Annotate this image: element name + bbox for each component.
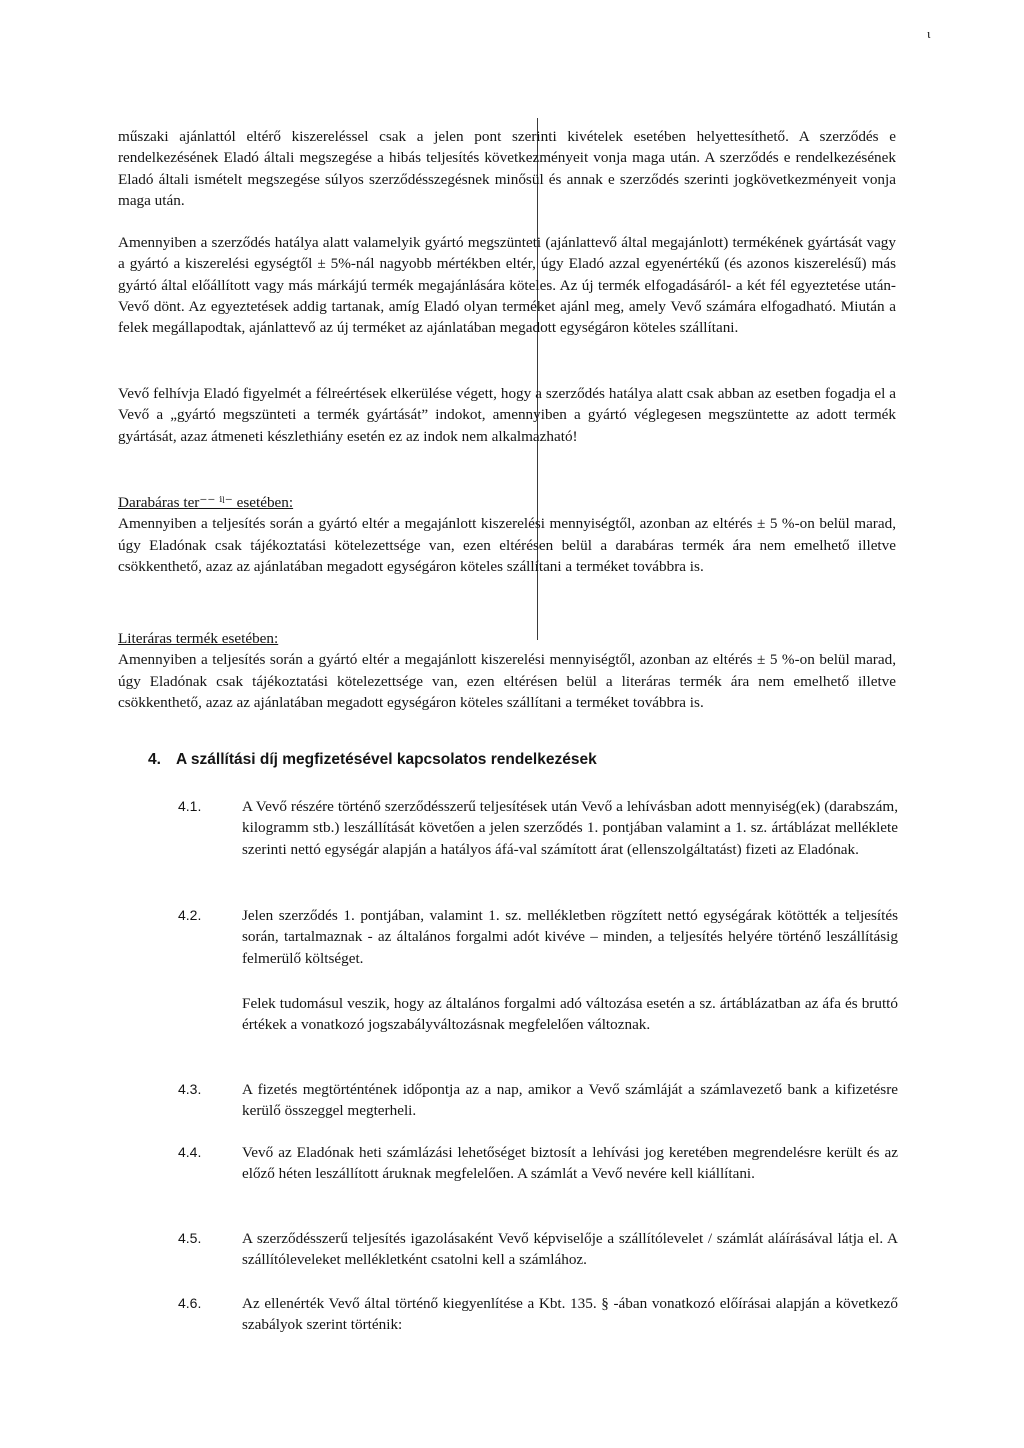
clause-text: A szerződésszerű teljesítés igazolásaként Vevő képviselője a szállítólevelet / számlát aláírásával látja el. A szállítóleveleket mellékletként csatolni kell a számlához. — [242, 1230, 898, 1269]
clause-4-5 — [148, 1228, 900, 1271]
clause-number: 4.5. — [178, 1230, 202, 1246]
liter-priced-heading: Literáras termék esetében: — [118, 630, 279, 647]
liter-priced-text: Amennyiben a teljesítés során a gyártó eltér a megajánlott kiszerelési mennyiségtől, azonban az eltérés ± 5 %-on belül marad, úgy Eladónak csak tájékoztatási kötelezettsége van, ezen eltérésen belül a literáras termék ára nem emelhető illetve csökkenthető, azaz az ajánlatában megadott egységáron köteles szállítani a terméket továbbra is. — [118, 651, 896, 711]
page-corner-mark: ι — [927, 26, 931, 41]
piece-priced-heading: Darabáras ter⁻⁻ ⁱˡ⁻ esetében: — [118, 494, 294, 511]
clause-4-1 — [148, 796, 900, 860]
section-4-number: 4. — [148, 751, 161, 768]
clause-text: Vevő az Eladónak heti számlázási lehetőséget biztosít a lehívási jog keretében megrendelésre került és az előző héten leszállított áruknak megfelelően. A számlát a Vevő nevére kell kiállítani. — [242, 1144, 898, 1183]
clause-4-2 — [148, 905, 900, 969]
clause-number: 4.4. — [178, 1144, 202, 1160]
clause-number: 4.6. — [178, 1295, 202, 1311]
paragraph-discontinued-product: Amennyiben a szerződés hatálya alatt valamelyik gyártó megszünteti (ajánlattevő által megajánlott) termékének gyártását vagy a gyártó a kiszerelési egységtől ± 5%-nál nagyobb mértékben eltér, úgy Eladó azzal egyenértékű (és azonos kiszerelésű) más gyártó által előállított vagy más márkájú termék megajánlására köteles. Az új termék elfogadásáról- a két fél egyeztetése után- Vevő dönt. Az egyeztetések addig tartanak, amíg Eladó olyan terméket ajánl meg, amely Vevő számára elfogadható. Miután a felek megállapodtak, ajánlattevő az új terméket az ajánlatában megadott egységáron köteles szállítani. — [118, 234, 896, 337]
clause-4-6 — [148, 1293, 900, 1336]
clause-number: 4.1. — [178, 798, 202, 814]
section-4-heading — [148, 751, 597, 769]
paragraph-misunderstanding-notice: Vevő felhívja Eladó figyelmét a félreértések elkerülése végett, hogy a szerződés hatálya alatt csak abban az esetben fogadja el a Vevő a „gyártó megszünteti a termék gyártását” indokot, amennyiben a gyártó véglegesen megszüntette az adott termék gyártását, azaz átmeneti készlethiány esetén ez az indok nem alkalmazható! — [118, 385, 896, 445]
clause-text: Jelen szerződés 1. pontjában, valamint 1. sz. mellékletben rögzített nettó egységárak kötötték a teljesítés során, tartalmaznak - az általános forgalmi adót kivéve – minden, a teljesítés helyére történő leszállításig felmerülő költséget. — [242, 907, 898, 967]
section-4-title: A szállítási díj megfizetésével kapcsolatos rendelkezések — [176, 751, 597, 768]
clause-4-4 — [148, 1142, 900, 1185]
clause-number: 4.3. — [178, 1081, 202, 1097]
paragraph-substitution-rule: műszaki ajánlattól eltérő kiszereléssel csak a jelen pont szerinti kivételek esetében helyettesíthető. A szerződés e rendelkezésének Eladó általi megszegése a hibás teljesítés következményeit vonja maga után. A szerződés e rendelkezésének Eladó általi ismételt megszegése súlyos szerződésszegésnek minősül és annak e szerződés szerinti jogkövetkezményeit vonja maga után. — [118, 128, 896, 209]
clause-text: A Vevő részére történő szerződésszerű teljesítések után Vevő a lehívásban adott mennyiség(ek) (darabszám, kilogramm stb.) leszállítását követően a jelen szerződés 1. pontjában valamint a 1. sz. ártáblázat melléklete szerinti nettó egységár alapján a hatályos áfá-val számított árat (ellenszolgáltatást) fizeti az Eladónak. — [242, 798, 898, 858]
clause-number: 4.2. — [178, 907, 202, 923]
clause-text: A fizetés megtörténtének időpontja az a nap, amikor a Vevő számláját a számlavezető bank a kifizetésre kerülő összeggel megterheli. — [242, 1081, 898, 1120]
section-piece-priced-product — [118, 492, 896, 577]
section-liter-priced-product — [118, 628, 896, 713]
clause-text: Az ellenérték Vevő által történő kiegyenlítése a Kbt. 135. § -ában vonatkozó előírásai alapján a következő szabályok szerint történik: — [242, 1295, 898, 1334]
clause-4-3 — [148, 1079, 900, 1122]
piece-priced-text: Amennyiben a teljesítés során a gyártó eltér a megajánlott kiszerelési mennyiségtől, azonban az eltérés ± 5 %-on belül marad, úgy Eladónak csak tájékoztatási kötelezettsége van, ezen eltérésen belül a darabáras termék ára nem emelhető illetve csökkenthető, azaz az ajánlatában megadott egységáron köteles szállítani a terméket továbbra is. — [118, 515, 896, 575]
clause-4-2-vat-note: Felek tudomásul veszik, hogy az általános forgalmi adó változása esetén a sz. ártáblázatban az áfa és bruttó értékek a vonatkozó jogszabályváltozásnak megfelelően változnak. — [242, 995, 898, 1034]
